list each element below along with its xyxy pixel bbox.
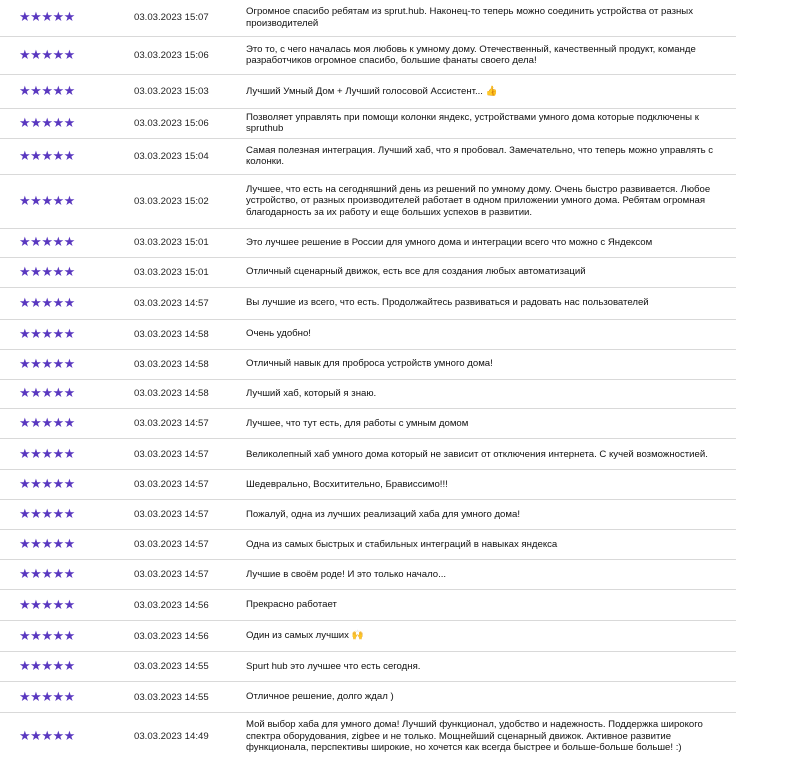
star-icon: ★ [30,326,42,342]
star-icon: ★ [41,537,53,553]
star-icon: ★ [30,10,42,26]
review-text: Огромное спасибо ребятам из sprut.hub. Наконец-то теперь можно соединить устройства от разных производителей [246,6,693,29]
star-rating [0,229,134,257]
star-icon: ★ [52,537,64,553]
star-icon: ★ [63,659,75,675]
star-icon: ★ [19,356,31,372]
review-row [0,621,736,652]
star-icon: ★ [19,148,31,164]
review-row [0,500,736,530]
star-icon: ★ [63,10,75,26]
star-icon: ★ [19,115,31,131]
star-icon: ★ [63,628,75,644]
review-row [0,682,736,713]
star-icon: ★ [19,83,31,99]
review-text: Отличный навык для проброса устройств умного дома! [246,358,493,370]
review-text: Прекрасно работает [246,599,337,611]
review-row [0,0,736,37]
star-icon: ★ [19,507,31,523]
star-icon: ★ [63,264,75,280]
review-row [0,530,736,560]
star-icon: ★ [41,235,53,251]
star-rating [0,320,134,349]
star-icon: ★ [63,507,75,523]
star-icon: ★ [63,537,75,553]
star-icon: ★ [30,115,42,131]
star-icon: ★ [52,115,64,131]
review-date: 03.03.2023 14:57 [134,539,209,551]
star-icon: ★ [19,446,31,462]
star-icon: ★ [41,83,53,99]
star-icon: ★ [63,386,75,402]
review-date: 03.03.2023 14:57 [134,479,209,491]
review-row [0,229,736,258]
star-icon: ★ [41,356,53,372]
star-icon: ★ [19,10,31,26]
star-rating [0,439,134,469]
review-text: Очень удобно! [246,328,311,340]
star-rating [0,500,134,529]
star-icon: ★ [52,235,64,251]
star-rating [0,139,134,174]
star-icon: ★ [19,235,31,251]
review-text: Лучшие в своём роде! И это только начало... [246,568,447,580]
star-icon: ★ [41,386,53,402]
review-date: 03.03.2023 14:57 [134,448,209,460]
star-icon: ★ [41,115,53,131]
review-date: 03.03.2023 15:07 [134,12,209,24]
star-rating [0,470,134,499]
star-icon: ★ [19,295,31,311]
star-icon: ★ [63,235,75,251]
star-icon: ★ [41,567,53,583]
star-rating [0,109,134,138]
star-icon: ★ [30,148,42,164]
star-icon: ★ [30,83,42,99]
star-icon: ★ [19,416,31,432]
star-icon: ★ [52,659,64,675]
star-icon: ★ [30,567,42,583]
review-row [0,652,736,682]
star-icon: ★ [63,446,75,462]
review-date: 03.03.2023 14:57 [134,569,209,581]
star-icon: ★ [63,148,75,164]
star-icon: ★ [41,47,53,63]
star-icon: ★ [52,295,64,311]
review-text: Лучшее, что есть на сегодняшний день из решений по умному дому. Очень быстро развивается. Любое устройство, от разных производителей работает в одном приложении умного дома. Ребятам огромная благодарность за их работу и еще больших успехов в развитии. [246,183,711,218]
star-icon: ★ [19,47,31,63]
star-icon: ★ [30,689,42,705]
review-date: 03.03.2023 14:55 [134,691,209,703]
star-icon: ★ [52,477,64,493]
star-icon: ★ [52,507,64,523]
star-icon: ★ [19,659,31,675]
star-icon: ★ [19,729,31,745]
star-icon: ★ [19,597,31,613]
star-icon: ★ [63,83,75,99]
star-icon: ★ [30,193,42,209]
star-icon: ★ [63,193,75,209]
review-date: 03.03.2023 14:58 [134,388,209,400]
star-rating [0,682,134,712]
star-rating [0,409,134,438]
star-icon: ★ [63,326,75,342]
star-icon: ★ [63,356,75,372]
star-icon: ★ [30,659,42,675]
star-rating [0,652,134,681]
review-text: Лучшее, что тут есть, для работы с умным домом [246,418,469,430]
star-icon: ★ [41,597,53,613]
star-icon: ★ [41,507,53,523]
review-text: Мой выбор хаба для умного дома! Лучший функционал, удобство и надежность. Поддержка широкого спектра оборудования, zigbee и не только. Мощнейший сценарный движок. Активное развитие функционала, перспективы широкие, но хочется как всегда быстрее и больше-больше больше! :) [246,719,703,754]
star-icon: ★ [19,193,31,209]
review-date: 03.03.2023 14:57 [134,509,209,521]
star-icon: ★ [63,477,75,493]
star-rating [0,380,134,409]
star-rating [0,530,134,559]
star-rating [0,37,134,74]
star-icon: ★ [30,356,42,372]
star-icon: ★ [63,597,75,613]
review-row [0,75,736,109]
star-icon: ★ [41,659,53,675]
star-rating [0,75,134,108]
star-icon: ★ [52,446,64,462]
star-icon: ★ [30,729,42,745]
star-icon: ★ [41,477,53,493]
review-date: 03.03.2023 15:04 [134,150,209,162]
star-icon: ★ [19,628,31,644]
star-icon: ★ [41,264,53,280]
star-icon: ★ [41,729,53,745]
review-row [0,320,736,350]
star-icon: ★ [30,235,42,251]
star-icon: ★ [52,386,64,402]
review-row [0,109,736,139]
star-icon: ★ [52,326,64,342]
review-row [0,713,736,760]
review-text: Одна из самых быстрых и стабильных интеграций в навыках яндекса [246,539,558,551]
star-icon: ★ [19,326,31,342]
review-date: 03.03.2023 14:56 [134,599,209,611]
review-date: 03.03.2023 14:55 [134,661,209,673]
star-icon: ★ [41,326,53,342]
star-icon: ★ [30,507,42,523]
review-date: 03.03.2023 14:57 [134,418,209,430]
star-rating [0,288,134,319]
review-row [0,470,736,500]
review-date: 03.03.2023 14:49 [134,731,209,743]
star-icon: ★ [41,416,53,432]
star-icon: ★ [52,83,64,99]
star-icon: ★ [52,193,64,209]
star-icon: ★ [52,689,64,705]
review-date: 03.03.2023 15:01 [134,266,209,278]
star-icon: ★ [52,597,64,613]
review-text: Отличный сценарный движок, есть все для создания любых автоматизаций [246,266,586,278]
review-date: 03.03.2023 15:01 [134,237,209,249]
star-icon: ★ [52,10,64,26]
review-row [0,409,736,439]
review-text: Вы лучшие из всего, что есть. Продолжайтесь развиваться и радовать нас пользователей [246,297,649,309]
star-icon: ★ [52,416,64,432]
star-icon: ★ [30,47,42,63]
review-text: Лучший хаб, который я знаю. [246,388,377,400]
star-icon: ★ [52,264,64,280]
star-icon: ★ [41,148,53,164]
star-icon: ★ [52,628,64,644]
review-date: 03.03.2023 15:02 [134,195,209,207]
review-date: 03.03.2023 14:57 [134,297,209,309]
star-icon: ★ [52,47,64,63]
star-icon: ★ [30,446,42,462]
star-icon: ★ [30,295,42,311]
star-icon: ★ [52,148,64,164]
star-icon: ★ [63,689,75,705]
review-text: Великолепный хаб умного дома который не зависит от отключения интернета. С кучей возможностией. [246,448,708,460]
review-row [0,439,736,470]
review-row [0,350,736,380]
review-row [0,139,736,175]
star-icon: ★ [41,10,53,26]
star-icon: ★ [30,386,42,402]
review-text: Один из самых лучших 🙌 [246,630,364,642]
star-icon: ★ [19,264,31,280]
star-icon: ★ [52,567,64,583]
star-icon: ★ [63,295,75,311]
review-text: Лучший Умный Дом + Лучший голосовой Ассистент... 👍 [246,85,498,97]
star-icon: ★ [30,597,42,613]
star-icon: ★ [63,729,75,745]
star-rating [0,350,134,379]
star-rating [0,175,134,228]
review-text: Отличное решение, долго ждал ) [246,691,394,703]
star-icon: ★ [63,47,75,63]
review-text: Позволяет управлять при помощи колонки яндекс, устройствами умного дома которые подключены к spruthub [246,111,699,135]
star-rating [0,258,134,287]
review-text: Это то, с чего началась моя любовь к умному дому. Отечественный, качественный продукт, команде разработчиков огромное спасибо, большие фанаты своего дела! [246,43,696,67]
star-icon: ★ [63,416,75,432]
star-icon: ★ [30,477,42,493]
star-rating [0,621,134,651]
star-icon: ★ [19,477,31,493]
star-icon: ★ [19,386,31,402]
star-icon: ★ [30,537,42,553]
star-icon: ★ [30,416,42,432]
review-text: Это лучшее решение в России для умного дома и интеграции всего что можно с Яндексом [246,236,653,248]
review-row [0,175,736,229]
star-icon: ★ [41,295,53,311]
star-icon: ★ [52,356,64,372]
review-date: 03.03.2023 15:06 [134,49,209,61]
review-row [0,258,736,288]
review-date: 03.03.2023 15:03 [134,85,209,97]
review-row [0,288,736,320]
review-text: Самая полезная интеграция. Лучший хаб, что я пробовал. Замечательно, что теперь можно управлять с колонки. [246,144,714,168]
review-date: 03.03.2023 14:58 [134,358,209,370]
star-icon: ★ [63,115,75,131]
star-icon: ★ [41,689,53,705]
review-row [0,590,736,621]
review-date: 03.03.2023 14:56 [134,630,209,642]
star-rating [0,560,134,589]
star-icon: ★ [41,628,53,644]
star-icon: ★ [19,567,31,583]
review-text: Шедеврально, Восхитительно, Брависсимо!!! [246,479,448,491]
review-date: 03.03.2023 14:58 [134,328,209,340]
review-row [0,380,736,410]
review-text: Пожалуй, одна из лучших реализаций хаба для умного дома! [246,509,520,521]
star-icon: ★ [41,193,53,209]
star-icon: ★ [19,537,31,553]
star-icon: ★ [52,729,64,745]
review-row [0,560,736,590]
star-icon: ★ [30,264,42,280]
star-icon: ★ [41,446,53,462]
review-date: 03.03.2023 15:06 [134,117,209,129]
review-text: Spurt hub это лучшее что есть сегодня. [246,660,421,672]
star-rating [0,0,134,36]
star-icon: ★ [63,567,75,583]
star-icon: ★ [30,628,42,644]
star-rating [0,713,134,760]
star-icon: ★ [19,689,31,705]
review-row [0,37,736,75]
star-rating [0,590,134,620]
